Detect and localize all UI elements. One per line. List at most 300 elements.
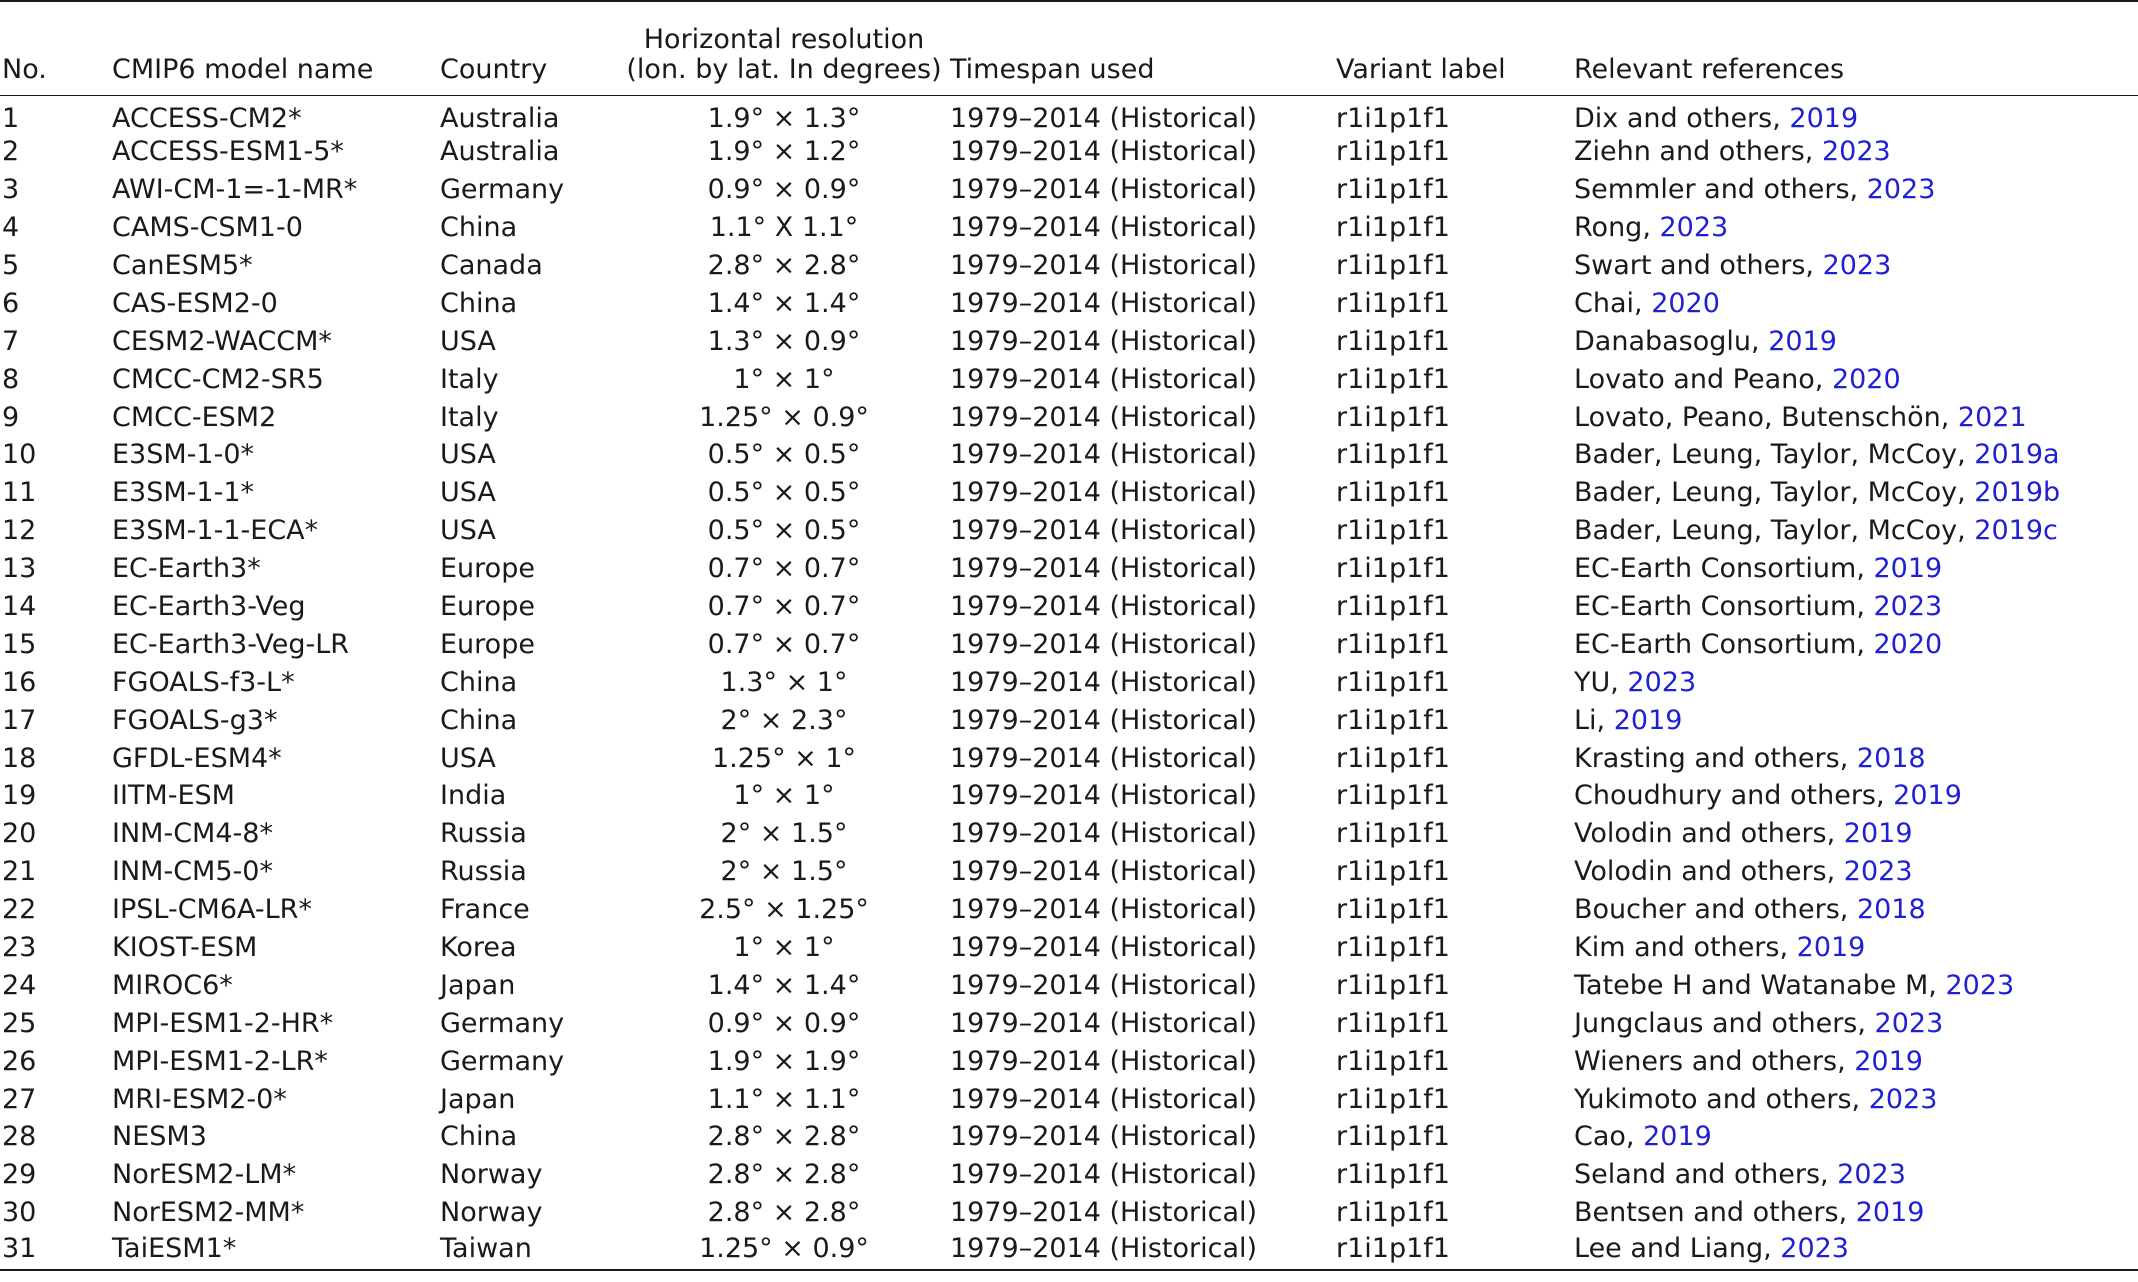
cell-country: USA [440,515,496,547]
cell-model: TaiESM1* [112,1232,440,1270]
cell-resolution: 1.4° × 1.4° [707,287,861,319]
cell-model: MRI-ESM2-0* [112,1083,287,1115]
cell-variant: r1i1p1f1 [1336,287,1450,319]
cell-variant: r1i1p1f1 [1336,1159,1450,1191]
cell-no: 25 [2,1007,37,1039]
cell-variant: r1i1p1f1 [1336,1045,1450,1077]
cell-variant: r1i1p1f1 [1336,1197,1450,1229]
reference-text: Lovato, Peano, Butenschön, [1574,401,1958,433]
cell-reference [1574,664,2138,702]
cell-reference [1574,1232,2138,1270]
cell-model: NorESM2-LM* [112,1159,297,1191]
cell-timespan: 1979–2014 (Historical) [950,1232,1336,1270]
reference-year-link[interactable]: 2023 [1843,856,1913,888]
cell-reference [1574,739,2138,777]
cell-reference [1574,929,2138,967]
cell-resolution: 2° × 1.5° [720,818,848,850]
cell-country: India [440,780,507,812]
cell-no: 28 [2,1121,37,1153]
reference-year-link[interactable]: 2019b [1974,477,2061,509]
cell-no: 31 [0,1232,112,1270]
cell-reference [1574,891,2138,929]
cell-timespan: 1979–2014 (Historical) [950,969,1258,1001]
cell-resolution: 0.7° × 0.7° [707,590,861,622]
cell-variant: r1i1p1f1 [1336,590,1450,622]
cell-variant: r1i1p1f1 [1336,439,1450,471]
cell-no: 16 [2,666,37,698]
cell-no: 17 [2,704,37,736]
reference-text: Yukimoto and others, [1574,1083,1869,1115]
cell-reference [1574,95,2138,133]
table-row [0,398,2138,436]
table-row [0,588,2138,626]
cell-timespan: 1979–2014 (Historical) [950,102,1258,134]
cell-reference [1574,967,2138,1005]
cell-model: MIROC6* [112,969,233,1001]
cell-model: NorESM2-MM* [112,1197,305,1229]
table-row [0,929,2138,967]
cell-timespan: 1979–2014 (Historical) [950,628,1258,660]
cell-variant: r1i1p1f1 [1336,174,1450,206]
table-body [0,95,2138,1270]
cell-timespan: 1979–2014 (Historical) [950,287,1258,319]
cell-timespan: 1979–2014 (Historical) [950,325,1258,357]
cell-reference [1574,512,2138,550]
cell-country: Norway [440,1197,543,1229]
cell-no: 10 [2,439,37,471]
cell-resolution: 1.1° X 1.1° [709,212,859,244]
reference-year-link[interactable]: 2023 [1873,590,1943,622]
reference-year-link[interactable]: 2019 [1768,325,1837,357]
cell-country: Taiwan [440,1232,618,1270]
reference-year-link[interactable]: 2023 [1868,1083,1938,1115]
cell-timespan: 1979–2014 (Historical) [950,590,1258,622]
cell-model: KIOST-ESM [112,931,258,963]
cell-resolution: 2° × 1.5° [720,856,848,888]
table-row [0,967,2138,1005]
reference-text: Bader, Leung, Taylor, McCoy, [1574,439,1975,471]
reference-text: Semmler and others, [1574,174,1867,206]
reference-text: Choudhury and others, [1574,780,1894,812]
reference-year-link[interactable]: 2023 [1822,249,1892,281]
cell-timespan: 1979–2014 (Historical) [950,931,1258,963]
cell-model: CMCC-CM2-SR5 [112,363,324,395]
cell-variant: r1i1p1f1 [1336,780,1450,812]
cell-country: Korea [440,931,517,963]
reference-year-link[interactable]: 2019 [1893,780,1962,812]
cell-no: 26 [2,1045,37,1077]
reference-year-link[interactable]: 2023 [1874,1007,1944,1039]
cell-timespan: 1979–2014 (Historical) [950,742,1258,774]
cell-reference [1574,323,2138,361]
cell-variant: r1i1p1f1 [1336,1007,1450,1039]
reference-year-link[interactable]: 2019 [1613,704,1683,736]
cell-variant: r1i1p1f1 [1336,969,1450,1001]
cell-reference [1574,1043,2138,1081]
reference-text: Krasting and others, [1574,742,1857,774]
reference-year-link[interactable]: 2020 [1831,363,1901,395]
reference-year-link[interactable]: 2018 [1856,894,1926,926]
cell-no: 30 [2,1197,37,1229]
cell-variant: r1i1p1f1 [1336,628,1450,660]
cell-resolution: 1.3° × 0.9° [707,325,861,357]
reference-text: EC-Earth Consortium, [1574,590,1874,622]
table-row [0,550,2138,588]
reference-text: Boucher and others, [1574,894,1857,926]
reference-text: Rong, [1574,212,1660,244]
header-row [0,1,2138,95]
cell-no: 22 [2,894,37,926]
cell-resolution: 2.8° × 2.8° [707,1197,861,1229]
table-row [0,1080,2138,1118]
cell-no: 8 [2,363,20,395]
cell-variant: r1i1p1f1 [1336,136,1450,168]
cell-reference [1574,171,2138,209]
header-resolution-line2: (lon. by lat. In degrees) [626,53,942,85]
cell-resolution: 2.8° × 2.8° [707,1121,861,1153]
cell-no: 29 [2,1159,37,1191]
reference-year-link[interactable]: 2023 [1837,1159,1906,1191]
cell-country: USA [440,325,496,357]
cell-country: Italy [440,401,499,433]
cell-timespan: 1979–2014 (Historical) [950,553,1258,585]
cell-timespan: 1979–2014 (Historical) [950,136,1258,168]
table-row [0,664,2138,702]
reference-text: Chai, [1574,287,1652,319]
cell-model: EC-Earth3-Veg-LR [112,628,350,660]
cell-model: E3SM-1-0* [112,439,255,471]
cell-variant: r1i1p1f1 [1336,249,1450,281]
cell-no: 7 [2,325,20,357]
cell-model: CAMS-CSM1-0 [112,212,303,244]
cell-model: CanESM5* [112,249,253,281]
cell-no: 15 [2,628,37,660]
cell-variant: r1i1p1f1 [1336,1083,1450,1115]
cell-model: GFDL-ESM4* [112,742,282,774]
cell-variant: r1i1p1f1 [1336,212,1450,244]
cell-timespan: 1979–2014 (Historical) [950,1121,1258,1153]
cell-variant: r1i1p1f1 [1336,401,1450,433]
cell-country: Russia [440,856,527,888]
cell-country: Japan [440,969,516,1001]
cell-country: Australia [440,102,560,134]
cell-resolution: 1° × 1° [733,780,835,812]
cell-timespan: 1979–2014 (Historical) [950,704,1258,736]
reference-year-link[interactable]: 2018 [1856,742,1926,774]
reference-text: Bader, Leung, Taylor, McCoy, [1574,477,1975,509]
cell-model: EC-Earth3* [112,553,261,585]
cell-country: Italy [440,363,499,395]
reference-text: Ziehn and others, [1574,136,1822,168]
cell-reference [1574,815,2138,853]
table-row [0,323,2138,361]
cell-resolution: 1.9° × 1.9° [707,1045,861,1077]
cell-variant: r1i1p1f1 [1336,102,1450,134]
table-row [0,133,2138,171]
cell-country: Canada [440,249,543,281]
table-row [0,171,2138,209]
cell-country: Germany [440,1007,565,1039]
table-row [0,95,2138,133]
cell-no: 1 [2,102,20,134]
table-row [0,209,2138,247]
cell-resolution: 0.5° × 0.5° [707,515,861,547]
cell-reference [1574,550,2138,588]
reference-year-link[interactable]: 2023 [1945,969,2015,1001]
reference-text: Dix and others, [1574,102,1790,134]
reference-text: Cao, [1574,1121,1644,1153]
cell-timespan: 1979–2014 (Historical) [950,1197,1258,1229]
cell-timespan: 1979–2014 (Historical) [950,894,1258,926]
cell-no: 21 [2,856,37,888]
reference-text: Jungclaus and others, [1574,1007,1875,1039]
cell-resolution: 0.7° × 0.7° [707,553,861,585]
cell-resolution: 1.9° × 1.2° [707,136,861,168]
reference-text: Swart and others, [1574,249,1823,281]
cell-reference [1574,626,2138,664]
cell-timespan: 1979–2014 (Historical) [950,1045,1258,1077]
cell-resolution: 2.8° × 2.8° [707,1159,861,1191]
cell-resolution: 1.25° × 1° [711,742,857,774]
reference-year-link[interactable]: 2019 [1796,931,1866,963]
cell-model: MPI-ESM1-2-HR* [112,1007,334,1039]
reference-year-link[interactable]: 2023 [1659,212,1729,244]
cell-timespan: 1979–2014 (Historical) [950,515,1258,547]
cell-country: China [440,1121,518,1153]
cell-country: France [440,894,530,926]
cell-variant: r1i1p1f1 [1336,363,1450,395]
reference-year-link[interactable]: 2019 [1855,1197,1925,1229]
cell-timespan: 1979–2014 (Historical) [950,439,1258,471]
cell-resolution: 2° × 2.3° [720,704,848,736]
table-row [0,626,2138,664]
table-row [0,512,2138,550]
table-header [0,1,2138,95]
reference-text: Danabasoglu, [1574,325,1769,357]
cell-reference [1574,285,2138,323]
header-model: CMIP6 model name [112,1,440,95]
cell-no: 3 [2,174,20,206]
cell-timespan: 1979–2014 (Historical) [950,1083,1258,1115]
header-resolution-line1: Horizontal resolution [643,24,925,56]
reference-year-link[interactable]: 2020 [1651,287,1720,319]
reference-text: Lee and Liang, [1574,1232,1781,1264]
cell-resolution: 1.1° × 1.1° [707,1083,861,1115]
table-row [0,1194,2138,1232]
cell-country: Germany [440,174,565,206]
cell-timespan: 1979–2014 (Historical) [950,1007,1258,1039]
cell-model: NESM3 [112,1121,207,1153]
reference-text: Wieners and others, [1574,1045,1855,1077]
cell-country: Europe [440,590,535,622]
cell-no: 20 [2,818,37,850]
cell-country: USA [440,439,496,471]
table-row [0,285,2138,323]
cell-no: 12 [2,515,37,547]
table-row [0,1043,2138,1081]
cell-reference [1574,361,2138,399]
reference-text: EC-Earth Consortium, [1574,628,1874,660]
cell-no: 4 [2,212,20,244]
cell-reference [1574,247,2138,285]
table-row [0,853,2138,891]
cell-resolution: 0.5° × 0.5° [707,477,861,509]
table-row [0,1232,2138,1270]
cell-variant: r1i1p1f1 [1336,894,1450,926]
header-no: No. [0,1,112,95]
table-row [0,1156,2138,1194]
cell-reference [1574,1005,2138,1043]
cell-timespan: 1979–2014 (Historical) [950,249,1258,281]
table-row [0,815,2138,853]
cell-model: AWI-CM-1=-1-MR* [112,174,358,206]
cell-country: Russia [440,818,527,850]
cell-model: IPSL-CM6A-LR* [112,894,312,926]
cell-country: Australia [440,136,560,168]
cell-model: CMCC-ESM2 [112,401,277,433]
reference-year-link[interactable]: 2020 [1873,628,1943,660]
cell-model: E3SM-1-1* [112,477,255,509]
cell-model: ACCESS-CM2* [112,102,302,134]
cell-reference [1574,209,2138,247]
header-variant: Variant label [1336,1,1574,95]
reference-year-link[interactable]: 2023 [1627,666,1697,698]
cell-variant: r1i1p1f1 [1336,856,1450,888]
reference-text: Bentsen and others, [1574,1197,1856,1229]
cell-country: Norway [440,1159,543,1191]
cell-model: EC-Earth3-Veg [112,590,306,622]
cell-country: USA [440,742,496,774]
cell-no: 5 [2,249,20,281]
cell-reference [1574,1194,2138,1232]
cell-resolution: 1.25° × 0.9° [699,401,869,433]
cell-resolution: 0.9° × 0.9° [707,1007,861,1039]
header-resolution [618,1,950,95]
table-row [0,361,2138,399]
cell-variant: r1i1p1f1 [1336,704,1450,736]
reference-text: Lovato and Peano, [1574,363,1832,395]
reference-year-link[interactable]: 2019 [1873,553,1943,585]
reference-year-link[interactable]: 2019c [1974,515,2058,547]
cell-timespan: 1979–2014 (Historical) [950,666,1258,698]
table-row [0,474,2138,512]
cell-timespan: 1979–2014 (Historical) [950,1159,1258,1191]
cell-variant: r1i1p1f1 [1336,742,1450,774]
cell-variant: r1i1p1f1 [1336,325,1450,357]
cell-variant: r1i1p1f1 [1336,1232,1574,1270]
cell-reference [1574,436,2138,474]
cell-no: 27 [2,1083,37,1115]
cell-resolution: 0.7° × 0.7° [707,628,861,660]
cell-variant: r1i1p1f1 [1336,818,1450,850]
cell-no: 9 [2,401,20,433]
cell-timespan: 1979–2014 (Historical) [950,363,1258,395]
cell-country: USA [440,477,496,509]
cell-no: 11 [2,477,37,509]
header-references: Relevant references [1574,1,2138,95]
table-row [0,436,2138,474]
cell-reference [1574,777,2138,815]
cell-model: E3SM-1-1-ECA* [112,515,319,547]
cell-reference [1574,133,2138,171]
cell-no: 6 [2,287,20,319]
cell-timespan: 1979–2014 (Historical) [950,212,1258,244]
reference-text: Li, [1574,704,1614,736]
cell-country: China [440,212,518,244]
reference-year-link[interactable]: 2023 [1821,136,1891,168]
cell-no: 19 [2,780,37,812]
cell-no: 14 [2,590,37,622]
table-row [0,739,2138,777]
table-row [0,1005,2138,1043]
reference-text: Bader, Leung, Taylor, McCoy, [1574,515,1975,547]
reference-text: EC-Earth Consortium, [1574,553,1874,585]
cell-country: China [440,287,518,319]
cell-model: CESM2-WACCM* [112,325,332,357]
table-row [0,702,2138,740]
cell-country: Germany [440,1045,565,1077]
header-timespan: Timespan used [950,1,1336,95]
cell-model: IITM-ESM [112,780,235,812]
cell-reference [1574,398,2138,436]
table-row [0,777,2138,815]
cell-variant: r1i1p1f1 [1336,931,1450,963]
reference-text: YU, [1574,666,1628,698]
reference-year-link[interactable]: 2019 [1843,818,1913,850]
cell-no: 18 [2,742,37,774]
cell-timespan: 1979–2014 (Historical) [950,856,1258,888]
cell-reference [1574,474,2138,512]
header-country: Country [440,1,618,95]
cell-resolution: 1.9° × 1.3° [707,102,861,134]
cell-no: 23 [2,931,37,963]
cell-variant: r1i1p1f1 [1336,477,1450,509]
cell-variant: r1i1p1f1 [1336,666,1450,698]
cell-no: 24 [2,969,37,1001]
cell-reference [1574,1118,2138,1156]
cell-reference [1574,1156,2138,1194]
reference-year-link[interactable]: 2019 [1643,1121,1712,1153]
cell-resolution: 1.4° × 1.4° [707,969,861,1001]
cell-resolution: 2.5° × 1.25° [699,894,869,926]
reference-year-link[interactable]: 2021 [1957,401,2027,433]
cell-country: China [440,666,518,698]
cell-reference [1574,588,2138,626]
cell-resolution: 2.8° × 2.8° [707,249,861,281]
cell-timespan: 1979–2014 (Historical) [950,477,1258,509]
cell-model: CAS-ESM2-0 [112,287,278,319]
reference-year-link[interactable]: 2019 [1854,1045,1923,1077]
cell-model: FGOALS-f3-L* [112,666,295,698]
reference-year-link[interactable]: 2019 [1789,102,1859,134]
reference-year-link[interactable]: 2023 [1780,1232,1849,1264]
cell-timespan: 1979–2014 (Historical) [950,174,1258,206]
cell-resolution: 0.5° × 0.5° [707,439,861,471]
cell-model: INM-CM5-0* [112,856,273,888]
cell-model: FGOALS-g3* [112,704,278,736]
cell-country: Europe [440,553,535,585]
reference-year-link[interactable]: 2023 [1866,174,1936,206]
reference-text: Volodin and others, [1574,856,1844,888]
cell-variant: r1i1p1f1 [1336,515,1450,547]
reference-text: Tatebe H and Watanabe M, [1574,969,1946,1001]
cell-resolution: 1.25° × 0.9° [618,1232,950,1270]
reference-year-link[interactable]: 2019a [1974,439,2060,471]
cell-country: China [440,704,518,736]
cell-timespan: 1979–2014 (Historical) [950,401,1258,433]
cell-variant: r1i1p1f1 [1336,553,1450,585]
cell-timespan: 1979–2014 (Historical) [950,818,1258,850]
